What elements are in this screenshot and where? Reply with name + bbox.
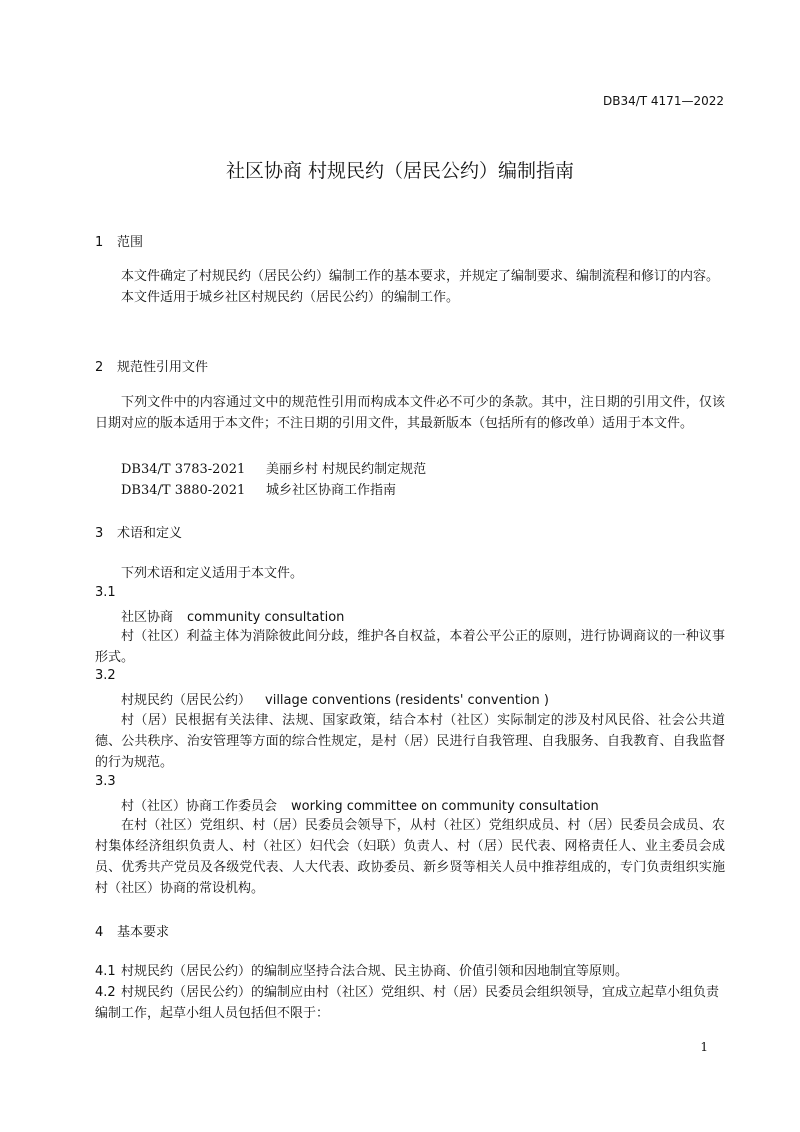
section-heading-3	[95, 522, 182, 541]
section-number: 2	[95, 360, 104, 375]
paragraph: 村（居）民根据有关法律、法规、国家政策，结合本村（社区）实际制定的涉及村风民俗、社会公共道德、公共秩序、治安管理等方面的综合性规定，是村（居）民进行自我管理、自我服务、自我教育、自我监督的行为规范。	[95, 713, 725, 770]
paragraph: 在村（社区）党组织、村（居）民委员会领导下，从村（社区）党组织成员、村（居）民委员会成员、农村集体经济组织负责人、村（社区）妇代会（妇联）负责人、村（居）民代表、网格责任人、业主委员会成员、优秀共产党员及各级党代表、人大代表、政协委员、新乡贤等相关人员中推荐组成的，专门负责组织实施村（社区）协商的常设机构。	[95, 818, 725, 896]
section-heading-1	[95, 231, 143, 250]
section-number: 3	[95, 526, 104, 541]
paragraph: 下列文件中的内容通过文中的规范性引用而构成本文件必不可少的条款。其中，注日期的引用文件，仅该日期对应的版本适用于本文件；不注日期的引用文件，其最新版本（包括所有的修改单）适用于本文件。	[95, 395, 725, 431]
reference-title: 城乡社区协商工作指南	[266, 483, 397, 498]
section-1-body	[95, 266, 725, 308]
term-english: community consultation	[187, 610, 345, 625]
term-english: village conventions (residents' convention )	[265, 693, 549, 708]
term-definition	[95, 815, 725, 899]
section-title: 基本要求	[117, 925, 170, 940]
section-number: 1	[95, 235, 104, 250]
term-chinese: 村规民约（居民公约）	[121, 693, 252, 708]
term-chinese: 村（社区）协商工作委员会	[121, 799, 278, 814]
section-heading-2	[95, 356, 208, 375]
clause-text: 村规民约（居民公约）的编制应坚持合法合规、民主协商、价值引领和因地制宜等原则。	[121, 964, 629, 979]
term-chinese: 社区协商	[121, 610, 174, 625]
section-title: 术语和定义	[117, 526, 183, 541]
section-number: 4	[95, 925, 104, 940]
page-number: 1	[700, 1040, 708, 1054]
term-entry	[121, 689, 549, 708]
clause-number: 4.1	[95, 964, 116, 979]
clause-4-1	[95, 961, 725, 982]
term-definition	[95, 710, 725, 773]
term-entry	[121, 795, 599, 814]
document-title: 社区协商 村规民约（居民公约）编制指南	[225, 160, 575, 182]
term-entry	[121, 606, 344, 625]
paragraph: 村（社区）利益主体为消除彼此间分歧，维护各自权益，本着公平公正的原则，进行协调商议的一种议事形式。	[95, 629, 725, 665]
paragraph: 本文件适用于城乡社区村规民约（居民公约）的编制工作。	[121, 290, 460, 305]
normative-reference	[121, 479, 396, 498]
section-3-intro	[95, 563, 725, 584]
reference-code: DB34/T 3783-2021	[121, 462, 246, 477]
reference-code: DB34/T 3880-2021	[121, 483, 246, 498]
reference-title: 美丽乡村 村规民约制定规范	[266, 462, 427, 477]
clause-number: 4.2	[95, 985, 116, 1000]
term-english: working committee on community consultation	[291, 799, 599, 814]
term-number: 3.2	[95, 668, 116, 683]
paragraph: 下列术语和定义适用于本文件。	[121, 566, 304, 581]
term-number: 3.3	[95, 774, 116, 789]
normative-reference	[121, 458, 426, 477]
term-definition	[95, 626, 725, 668]
section-title: 规范性引用文件	[117, 360, 209, 375]
clause-4-2	[95, 982, 725, 1024]
clause-text: 村规民约（居民公约）的编制应由村（社区）党组织、村（居）民委员会组织领导，宜成立起草小组负责编制工作，起草小组人员包括但不限于：	[95, 985, 720, 1021]
term-number: 3.1	[95, 585, 116, 600]
section-heading-4	[95, 921, 169, 940]
paragraph: 本文件确定了村规民约（居民公约）编制工作的基本要求，并规定了编制要求、编制流程和修订的内容。	[121, 269, 720, 284]
section-title: 范围	[117, 235, 144, 250]
section-2-body	[95, 392, 725, 434]
document-number: DB34/T 4171—2022	[602, 94, 724, 108]
